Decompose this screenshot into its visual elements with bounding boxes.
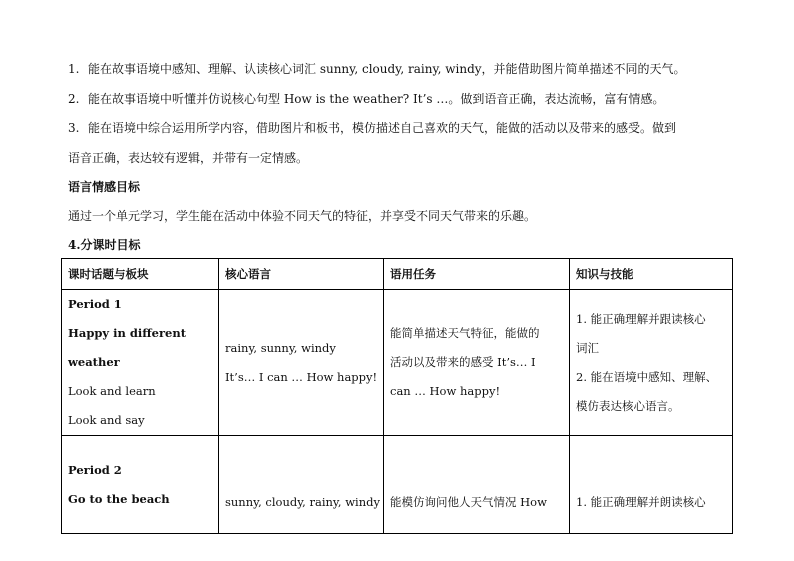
- period-2-skills-cell: [570, 436, 733, 534]
- period-title: Period 2: [68, 462, 122, 477]
- objective-text: 语音正确，表达较有逻辑，并带有一定情感。: [68, 151, 309, 165]
- emotion-text: 通过一个单元学习，学生能在活动中体验不同天气的特征，并享受不同天气带来的乐趣。: [68, 209, 537, 223]
- table-row-period-1: [62, 290, 733, 436]
- objective-1: [68, 61, 686, 77]
- task-line: 能简单描述天气特征，能做的: [390, 326, 540, 340]
- period-2-language-cell: [219, 436, 384, 534]
- table-header-row: [62, 259, 733, 290]
- table-row-period-2: [62, 436, 733, 534]
- objective-number: 2.: [68, 92, 80, 106]
- objective-text: 能在故事语境中感知、理解、认读核心词汇 sunny, cloudy, rainy, windy，并能借助图片简单描述不同的天气。: [88, 62, 686, 76]
- period-1-task-cell: [384, 290, 570, 436]
- language-line: sunny, cloudy, rainy, windy: [225, 494, 380, 509]
- objective-3-continued: [68, 150, 308, 166]
- header-topic: 课时话题与板块: [62, 259, 219, 290]
- period-1-skills-cell: [570, 290, 733, 436]
- period-title: Period 1: [68, 297, 122, 311]
- period-1-topic-cell: [62, 290, 219, 436]
- task-line: 能模仿询问他人天气情况 How: [390, 494, 547, 509]
- language-line: rainy, sunny, windy: [225, 340, 336, 355]
- header-skills: 知识与技能: [570, 259, 733, 290]
- period-2-task-cell: [384, 436, 570, 534]
- header-task: 语用任务: [384, 259, 570, 290]
- objective-number: 1.: [68, 62, 80, 76]
- table-heading: 4.分课时目标: [68, 238, 141, 252]
- skills-line: 词汇: [576, 340, 599, 355]
- objective-number: 3.: [68, 121, 80, 135]
- skills-line: 1. 能正确理解并朗读核心: [576, 494, 706, 509]
- skills-line: 2. 能在语境中感知、理解、: [576, 369, 718, 384]
- task-line: 活动以及带来的感受 It’s… I: [390, 355, 536, 369]
- topic-line: weather: [68, 355, 120, 369]
- language-line: It’s… I can … How happy!: [225, 369, 378, 384]
- period-2-topic-cell: [62, 436, 219, 534]
- period-1-language-cell: [219, 290, 384, 436]
- header-language: 核心语言: [219, 259, 384, 290]
- emotion-heading: 语言情感目标: [68, 180, 141, 194]
- objective-text: 能在语境中综合运用所学内容，借助图片和板书，模仿描述自己喜欢的天气，能做的活动以及带来的感受。做到: [88, 121, 677, 135]
- topic-line: Look and learn: [68, 384, 156, 398]
- skills-line: 模仿表达核心语言。: [576, 398, 680, 413]
- objective-3: [68, 120, 676, 136]
- lesson-plan-table: [61, 258, 733, 534]
- objective-text: 能在故事语境中听懂并仿说核心句型 How is the weather? It’s …。做到语音正确，表达流畅，富有情感。: [88, 92, 665, 106]
- topic-line: Go to the beach: [68, 491, 170, 506]
- skills-line: 1. 能正确理解并跟读核心: [576, 311, 706, 326]
- objective-2: [68, 91, 664, 107]
- topic-line: Happy in different: [68, 326, 187, 340]
- topic-line: Look and say: [68, 413, 145, 427]
- task-line: can … How happy!: [390, 384, 501, 398]
